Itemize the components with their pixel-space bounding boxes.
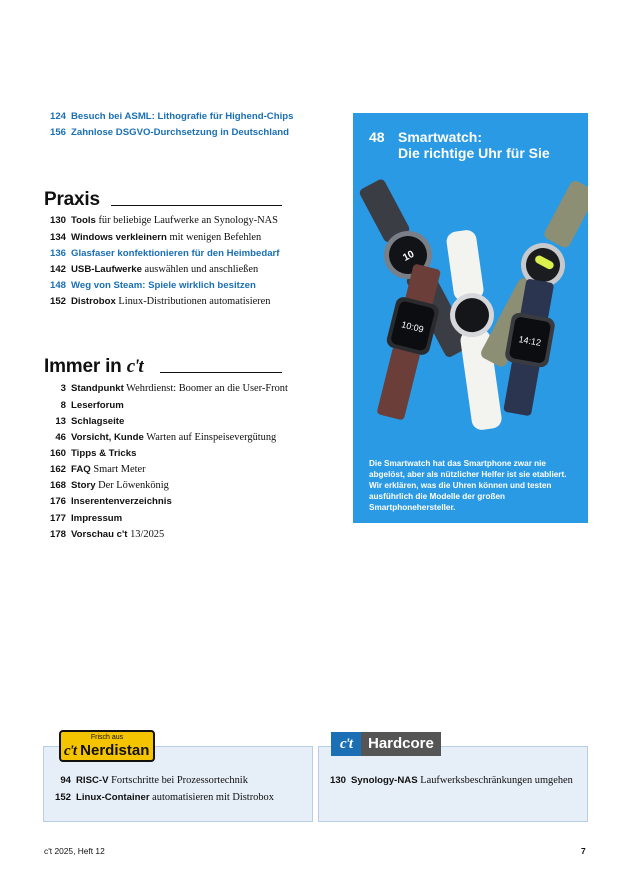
page-number: 94 bbox=[60, 775, 71, 786]
ct-logo: c't bbox=[64, 743, 76, 759]
article-keyword: RISC-V bbox=[76, 775, 109, 786]
toc-item[interactable] bbox=[42, 264, 258, 276]
feature-smartwatch[interactable] bbox=[353, 113, 588, 523]
article-keyword: Vorsicht, Kunde bbox=[71, 432, 144, 443]
article-keyword: Story bbox=[71, 480, 96, 491]
page-number: 162 bbox=[49, 464, 66, 475]
article-description: Laufwerksbeschränkungen umgehen bbox=[417, 775, 573, 786]
footer-issue: c't 2025, Heft 12 bbox=[44, 846, 105, 856]
article-description: Linux-Distributionen automatisieren bbox=[115, 296, 271, 307]
ct-logo-block bbox=[331, 732, 361, 756]
section-rule bbox=[111, 205, 282, 206]
hardcore-badge[interactable] bbox=[331, 732, 441, 756]
article-keyword: Glasfaser konfektionieren für den Heimbedarf bbox=[71, 248, 280, 259]
toc-item[interactable] bbox=[42, 215, 278, 227]
feature-teaser: Die Smartwatch hat das Smartphone zwar nie abgelöst, aber als nützlicher Helfer ist sie etabliert. Wir erklären, was die Uhren können und testen ausführlich die Modelle der großen Smartphonehersteller. bbox=[369, 459, 567, 512]
ct-logo: c't bbox=[340, 735, 352, 752]
toc-item[interactable] bbox=[42, 383, 288, 395]
article-description: auswählen und anschließen bbox=[141, 264, 259, 275]
article-keyword: Schlagseite bbox=[71, 416, 125, 427]
page-number: 46 bbox=[55, 432, 66, 443]
toc-item[interactable] bbox=[42, 513, 122, 525]
toc-item[interactable] bbox=[42, 296, 270, 308]
article-keyword: Distrobox bbox=[71, 296, 116, 307]
page-number: 136 bbox=[49, 248, 66, 259]
ct-logo: c't bbox=[126, 356, 143, 377]
article-keyword: Standpunkt bbox=[71, 383, 124, 394]
page-number: 8 bbox=[60, 400, 66, 411]
page-number: 152 bbox=[54, 792, 71, 803]
section-title-praxis: Praxis bbox=[44, 189, 100, 210]
page-number: 3 bbox=[60, 383, 66, 394]
smartwatch-photo bbox=[353, 165, 588, 455]
article-title: Besuch bei ASML: Lithografie für Highend-Chips bbox=[71, 111, 294, 122]
article-keyword: Leserforum bbox=[71, 400, 124, 411]
toc-item[interactable] bbox=[42, 248, 279, 260]
article-keyword: FAQ bbox=[71, 464, 91, 475]
toc-item[interactable] bbox=[47, 792, 274, 804]
toc-item[interactable] bbox=[42, 448, 136, 460]
article-keyword: Tipps & Tricks bbox=[71, 448, 137, 459]
page-number: 124 bbox=[49, 111, 66, 122]
nerdistan-box bbox=[43, 734, 313, 822]
section-rule bbox=[160, 372, 282, 373]
article-keyword: Tools bbox=[71, 215, 96, 226]
page-number: 130 bbox=[49, 215, 66, 226]
article-keyword: USB-Laufwerke bbox=[71, 264, 142, 275]
nerdistan-badge-name: Nerdistan bbox=[80, 742, 150, 759]
page-number: 160 bbox=[49, 448, 66, 459]
section-title-immer bbox=[44, 356, 143, 378]
toc-item[interactable] bbox=[42, 400, 124, 412]
toc-item[interactable] bbox=[42, 496, 172, 508]
hardcore-box bbox=[318, 735, 588, 822]
nerdistan-badge-top: Frisch aus bbox=[90, 734, 124, 741]
feature-title bbox=[398, 129, 550, 161]
watch-icon-square-brown bbox=[369, 261, 449, 422]
article-description: Der Löwenkönig bbox=[95, 480, 169, 491]
toc-item[interactable] bbox=[42, 280, 256, 292]
section-title-text: Immer in bbox=[44, 356, 122, 377]
toc-item[interactable] bbox=[47, 775, 248, 787]
watch-time-3: 14:12 bbox=[517, 334, 542, 348]
article-keyword: Weg von Steam: Spiele wirklich besitzen bbox=[71, 280, 256, 291]
toc-item[interactable] bbox=[42, 416, 124, 428]
page-number: 178 bbox=[49, 529, 66, 540]
page-number: 142 bbox=[49, 264, 66, 275]
article-keyword: Synology-NAS bbox=[351, 775, 418, 786]
page-number: 148 bbox=[49, 280, 66, 291]
article-description: Smart Meter bbox=[90, 464, 146, 475]
toc-item[interactable] bbox=[42, 432, 276, 444]
toc-item-asml[interactable] bbox=[42, 111, 293, 123]
toc-item-dsgvo[interactable] bbox=[42, 127, 289, 139]
article-keyword: Windows verkleinern bbox=[71, 232, 167, 243]
toc-item[interactable] bbox=[322, 775, 573, 787]
page-number: 130 bbox=[329, 775, 346, 786]
feature-page-number: 48 bbox=[369, 129, 385, 145]
toc-item[interactable] bbox=[42, 464, 146, 476]
nerdistan-badge-name-line bbox=[64, 742, 149, 760]
page-number: 156 bbox=[49, 127, 66, 138]
page-number: 176 bbox=[49, 496, 66, 507]
page-number: 13 bbox=[55, 416, 66, 427]
article-description: mit wenigen Befehlen bbox=[166, 232, 262, 243]
page-number: 152 bbox=[49, 296, 66, 307]
toc-item[interactable] bbox=[42, 232, 261, 244]
toc-item[interactable] bbox=[42, 480, 169, 492]
article-description: Wehrdienst: Boomer an die User-Front bbox=[123, 383, 288, 394]
watch-time-1: 10 bbox=[401, 248, 417, 264]
page-number: 134 bbox=[49, 232, 66, 243]
watch-time-2: 10:09 bbox=[400, 319, 425, 335]
article-title: Zahnlose DSGVO-Durchsetzung in Deutschland bbox=[71, 127, 290, 138]
article-keyword: Linux-Container bbox=[76, 792, 150, 803]
feature-title-line1: Smartwatch: bbox=[398, 129, 483, 145]
article-keyword: Vorschau c't bbox=[71, 529, 128, 540]
article-description: Warten auf Einspeisevergütung bbox=[143, 432, 277, 443]
page-number: 177 bbox=[49, 513, 66, 524]
footer-page-number: 7 bbox=[581, 846, 586, 856]
article-description: 13/2025 bbox=[127, 529, 165, 540]
article-description: automatisieren mit Distrobox bbox=[149, 792, 274, 803]
feature-title-line2: Die richtige Uhr für Sie bbox=[398, 145, 550, 161]
article-keyword: Impressum bbox=[71, 513, 123, 524]
toc-item[interactable] bbox=[42, 529, 164, 541]
article-description: Fortschritte bei Prozessortechnik bbox=[108, 775, 248, 786]
article-description: für beliebige Laufwerke an Synology-NAS bbox=[95, 215, 278, 226]
page-number: 168 bbox=[49, 480, 66, 491]
nerdistan-badge[interactable] bbox=[59, 730, 155, 762]
article-keyword: Inserentenverzeichnis bbox=[71, 496, 172, 507]
hardcore-label: Hardcore bbox=[361, 732, 441, 756]
